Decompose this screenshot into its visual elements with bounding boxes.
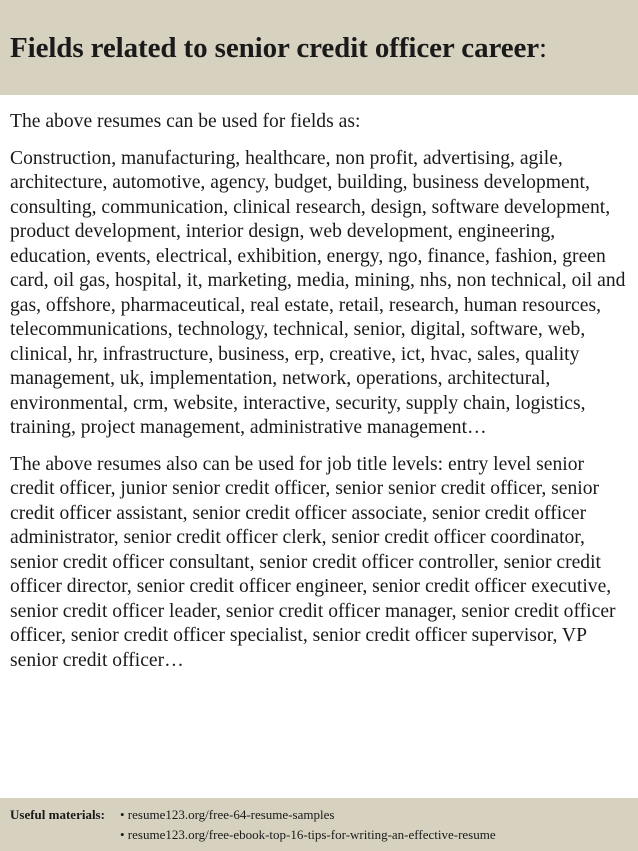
useful-materials-label xyxy=(10,805,105,825)
page-title xyxy=(10,28,638,68)
page-title-colon: : xyxy=(539,32,547,64)
intro-text: The above resumes can be used for fields as: xyxy=(10,111,361,132)
useful-materials-label-colon: : xyxy=(100,807,105,822)
title-band xyxy=(0,0,638,95)
footer-row-1 xyxy=(10,805,638,825)
footer-row-2 xyxy=(10,825,638,845)
fields-paragraph: Construction, manufacturing, healthcare, non profit, advertising, agile, architecture, automotive, agency, budget, building, business development, consulting, communication, clinical research, design, software development, product development, interior design, web development, engineering, education, events, electrical, exhibition, energy, ngo, finance, fashion, green card, oil gas, hospital, it, marketing, media, mining, nhs, non technical, oil and gas, offshore, pharmaceutical, real estate, retail, research, human resources, telecommunications, technology, technical, senior, digital, software, web, clinical, hr, infrastructure, business, erp, creative, ict, hvac, sales, quality management, uk, implementation, network, operations, architectural, environmental, crm, website, interactive, security, supply chain, logistics, training, project management, administrative management… xyxy=(10,147,626,438)
resource-link-resume-samples[interactable]: • resume123.org/free-64-resume-samples xyxy=(120,807,335,822)
resource-link-ebook-tips[interactable]: • resume123.org/free-ebook-top-16-tips-for-writing-an-effective-resume xyxy=(120,827,496,842)
page-title-text: Fields related to senior credit officer career xyxy=(10,32,540,64)
job-levels-paragraph: The above resumes also can be used for job title levels: entry level senior credit officer, junior senior credit officer, senior senior credit officer, senior credit officer assistant, senior credit officer associate, senior credit officer administrator, senior credit officer clerk, senior credit officer coordinator, senior credit officer consultant, senior credit officer controller, senior credit officer director, senior credit officer engineer, senior credit officer executive, senior credit officer leader, senior credit officer manager, senior credit officer officer, senior credit officer specialist, senior credit officer supervisor, VP senior credit officer… xyxy=(10,453,616,671)
footer-band xyxy=(0,798,638,851)
body-content xyxy=(10,110,632,673)
useful-materials-label-text: Useful materials xyxy=(10,807,101,822)
